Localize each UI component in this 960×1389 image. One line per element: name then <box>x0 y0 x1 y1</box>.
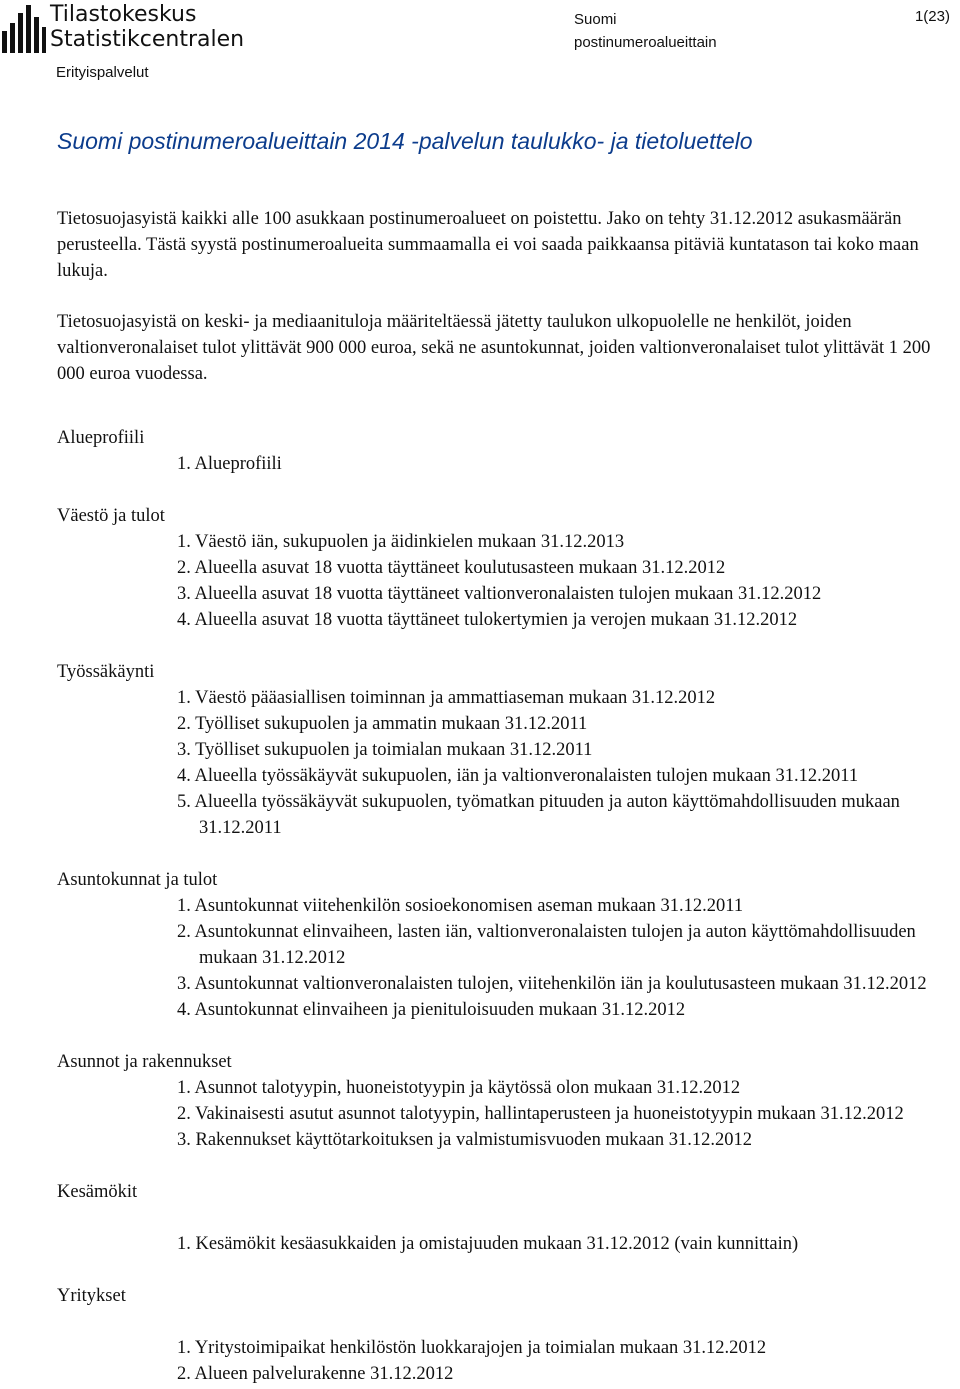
unit-name: Erityispalvelut <box>56 64 149 81</box>
section-heading: Väestö ja tulot <box>57 506 165 526</box>
document-name-line1: Suomi <box>574 11 617 28</box>
section-heading: Asuntokunnat ja tulot <box>57 870 218 890</box>
page-title: Suomi postinumeroalueittain 2014 -palvelun taulukko- ja tietoluettelo <box>57 128 753 154</box>
list-item: 1. Väestö pääasiallisen toiminnan ja ammattiaseman mukaan 31.12.2012 <box>177 688 716 708</box>
logo-text-swedish: Statistikcentralen <box>50 27 245 52</box>
section-heading: Yritykset <box>57 1286 126 1306</box>
logo-text-finnish: Tilastokeskus <box>50 2 197 27</box>
list-item: 1. Asunnot talotyypin, huoneistotyypin ja käytössä olon mukaan 31.12.2012 <box>177 1078 741 1098</box>
logo-bars-icon <box>2 5 46 53</box>
document-name-line2: postinumeroalueittain <box>574 34 717 51</box>
section-vaesto-ja-tulot <box>57 503 955 633</box>
list-item: 4. Alueella työssäkäyvät sukupuolen, iän ja valtionveronalaisten tulojen mukaan 31.12.2011 <box>177 766 859 786</box>
list-item: 2. Asuntokunnat elinvaiheen, lasten iän, valtionveronalaisten tulojen ja auton käyttömahdollisuuden mukaan 31.12.2012 <box>177 922 916 968</box>
list-item: 1. Yritystoimipaikat henkilöstön luokkarajojen ja toimialan mukaan 31.12.2012 <box>177 1338 767 1358</box>
list-item: 3. Alueella asuvat 18 vuotta täyttäneet valtionveronalaisten tulojen mukaan 31.12.2012 <box>177 584 822 604</box>
list-item: 4. Alueella asuvat 18 vuotta täyttäneet tulokertymien ja verojen mukaan 31.12.2012 <box>177 610 798 630</box>
document-body <box>57 206 955 1387</box>
list-item: 1. Asuntokunnat viitehenkilön sosioekonomisen aseman mukaan 31.12.2011 <box>177 896 744 916</box>
section-heading: Asunnot ja rakennukset <box>57 1052 232 1072</box>
section-kesamokit <box>57 1179 955 1257</box>
list-item: 1. Kesämökit kesäasukkaiden ja omistajuuden mukaan 31.12.2012 (vain kunnittain) <box>177 1234 799 1254</box>
section-heading: Kesämökit <box>57 1182 138 1202</box>
privacy-paragraph-2: Tietosuojasyistä on keski- ja mediaanituloja määriteltäessä jätetty taulukon ulkopuolelle ne henkilöt, joiden valtionveronalaiset tulot ylittävät 900 000 euroa, sekä ne asuntokunnat, joiden valtionveronalaiset tulot ylittävät 1 200 000 euroa vuodessa. <box>57 312 931 384</box>
document-name <box>574 8 717 54</box>
section-heading: Työssäkäynti <box>57 662 155 682</box>
list-item: 4. Asuntokunnat elinvaiheen ja pienituloisuuden mukaan 31.12.2012 <box>177 1000 686 1020</box>
section-alueprofiili <box>57 425 955 477</box>
list-item: 2. Vakinaisesti asutut asunnot talotyypin, hallintaperusteen ja huoneistotyypin mukaan 31.12.2012 <box>177 1104 904 1124</box>
list-item: 3. Työlliset sukupuolen ja toimialan mukaan 31.12.2011 <box>177 740 593 760</box>
page-number: 1(23) <box>914 8 950 25</box>
list-item: 1. Väestö iän, sukupuolen ja äidinkielen mukaan 31.12.2013 <box>177 532 625 552</box>
list-item: 3. Asuntokunnat valtionveronalaisten tulojen, viitehenkilön iän ja koulutusasteen mukaan 31.12.2012 <box>177 974 927 994</box>
list-item: 3. Rakennukset käyttötarkoituksen ja valmistumisvuoden mukaan 31.12.2012 <box>177 1130 752 1150</box>
statistics-finland-logo <box>2 2 252 54</box>
section-asunnot-ja-rakennukset <box>57 1049 955 1153</box>
section-heading: Alueprofiili <box>57 428 145 448</box>
list-item: 2. Alueen palvelurakenne 31.12.2012 <box>177 1364 454 1384</box>
list-item: 2. Työlliset sukupuolen ja ammatin mukaan 31.12.2011 <box>177 714 588 734</box>
list-item: 2. Alueella asuvat 18 vuotta täyttäneet koulutusasteen mukaan 31.12.2012 <box>177 558 726 578</box>
list-item: 1. Alueprofiili <box>177 454 282 474</box>
section-yritykset <box>57 1283 955 1387</box>
list-item: 5. Alueella työssäkäyvät sukupuolen, työmatkan pituuden ja auton käyttömahdollisuuden mukaan 31.12.2011 <box>177 792 900 838</box>
section-tyossakaynti <box>57 659 955 841</box>
privacy-paragraph-1: Tietosuojasyistä kaikki alle 100 asukkaan postinumeroalueet on poistettu. Jako on tehty 31.12.2012 asukasmäärän perusteella. Tästä syystä postinumeroalueita summaamalla ei voi saada paikkaansa pitäviä kuntatason tai koko maan lukuja. <box>57 209 919 281</box>
section-asuntokunnat-ja-tulot <box>57 867 955 1023</box>
